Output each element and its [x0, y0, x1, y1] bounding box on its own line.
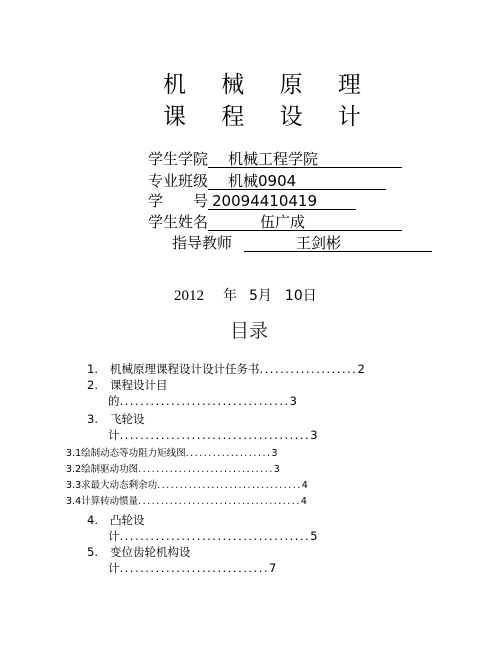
toc-num: 3. — [87, 412, 98, 426]
college-label: 学生学院 — [148, 150, 209, 168]
toc-page: 2 — [357, 362, 365, 376]
toc-entry-1[interactable] — [87, 362, 365, 376]
toc-text-cont: 计 — [108, 428, 120, 442]
student-name-row — [148, 213, 402, 231]
toc-num: 2. — [87, 378, 98, 392]
toc-text: 求最大动态剩余功 — [81, 480, 158, 491]
toc-page: 3 — [273, 464, 280, 475]
toc-text-cont: 计 — [108, 529, 120, 543]
college-field — [208, 151, 402, 168]
toc-num: 4. — [87, 513, 98, 527]
toc-entry-3-1[interactable] — [66, 448, 278, 460]
toc-entry-4[interactable] — [87, 513, 144, 527]
toc-dots: ............................. — [119, 561, 270, 575]
toc-text: 课程设计目 — [109, 378, 168, 392]
toc-dots: ................................ — [157, 480, 302, 491]
advisor-row — [172, 234, 432, 252]
toc-page: 3 — [310, 428, 318, 442]
date-line — [174, 285, 317, 305]
cover-title-line1: 机 械 原 理 — [163, 72, 375, 98]
toc-text: 凸轮设 — [109, 513, 145, 527]
date-year: 2012 — [174, 288, 204, 304]
toc-entry-2-cont[interactable] — [108, 394, 297, 408]
toc-num: 3.4 — [66, 496, 82, 507]
student-id-row — [148, 192, 356, 210]
toc-text: 计算转动惯量 — [81, 496, 139, 507]
advisor-value: 王剑彬 — [296, 234, 342, 252]
class-value: 机械0904 — [228, 172, 297, 190]
toc-dots: ................................. — [119, 394, 290, 408]
toc-text: 机械原理课程设计设计任务书 — [109, 362, 260, 376]
toc-page: 7 — [269, 561, 277, 575]
toc-dots: .................................... — [138, 496, 301, 507]
toc-entry-4-cont[interactable] — [108, 529, 318, 543]
date-year-unit: 年 — [223, 288, 237, 304]
toc-dots: ................... — [185, 448, 272, 459]
college-row — [148, 150, 402, 168]
student-id-label: 学 号 — [148, 192, 209, 210]
toc-page: 5 — [310, 529, 318, 543]
class-row — [148, 172, 386, 190]
toc-text: 变位齿轮机构设 — [109, 545, 191, 559]
date-month: 5月 — [249, 288, 272, 304]
date-day: 10日 — [284, 288, 317, 304]
toc-dots: ..................................... — [119, 529, 311, 543]
cover-title-line2: 课 程 设 计 — [163, 104, 375, 130]
toc-page: 4 — [300, 496, 307, 507]
toc-num: 3.2 — [66, 464, 82, 475]
toc-entry-3-3[interactable] — [66, 480, 308, 492]
toc-num: 1. — [87, 362, 98, 376]
toc-entry-3-4[interactable] — [66, 496, 307, 508]
student-name-label: 学生姓名 — [148, 213, 209, 231]
toc-entry-2[interactable] — [87, 378, 167, 392]
toc-text: 飞轮设 — [109, 412, 145, 426]
college-value: 机械工程学院 — [228, 150, 319, 168]
toc-text-cont: 的 — [108, 394, 120, 408]
toc-page: 3 — [289, 394, 297, 408]
toc-page: 3 — [271, 448, 278, 459]
toc-dots: .............................. — [138, 464, 274, 475]
toc-dots: ..................................... — [119, 428, 311, 442]
toc-entry-5-cont[interactable] — [108, 561, 276, 575]
class-field — [208, 173, 386, 190]
student-name-field — [208, 214, 402, 231]
advisor-label: 指导教师 — [172, 234, 233, 252]
toc-entry-3-cont[interactable] — [108, 428, 318, 442]
toc-page: 4 — [301, 480, 308, 491]
student-id-field — [208, 193, 356, 210]
student-id-value: 20094410419 — [212, 192, 317, 210]
toc-text: 绘制驱动功图 — [81, 464, 139, 475]
toc-dots: ................... — [259, 362, 358, 376]
toc-num: 3.3 — [66, 480, 82, 491]
advisor-field — [244, 235, 432, 252]
toc-text-cont: 计 — [108, 561, 120, 575]
toc-text: 绘制动态等功阻力矩线图 — [81, 448, 186, 459]
toc-heading: 目录 — [230, 320, 269, 342]
class-label: 专业班级 — [148, 172, 209, 190]
toc-entry-3-2[interactable] — [66, 464, 280, 476]
toc-entry-5[interactable] — [87, 545, 190, 559]
student-name-value: 伍广成 — [260, 213, 306, 231]
toc-num: 5. — [87, 545, 98, 559]
toc-entry-3[interactable] — [87, 412, 144, 426]
toc-num: 3.1 — [66, 448, 82, 459]
